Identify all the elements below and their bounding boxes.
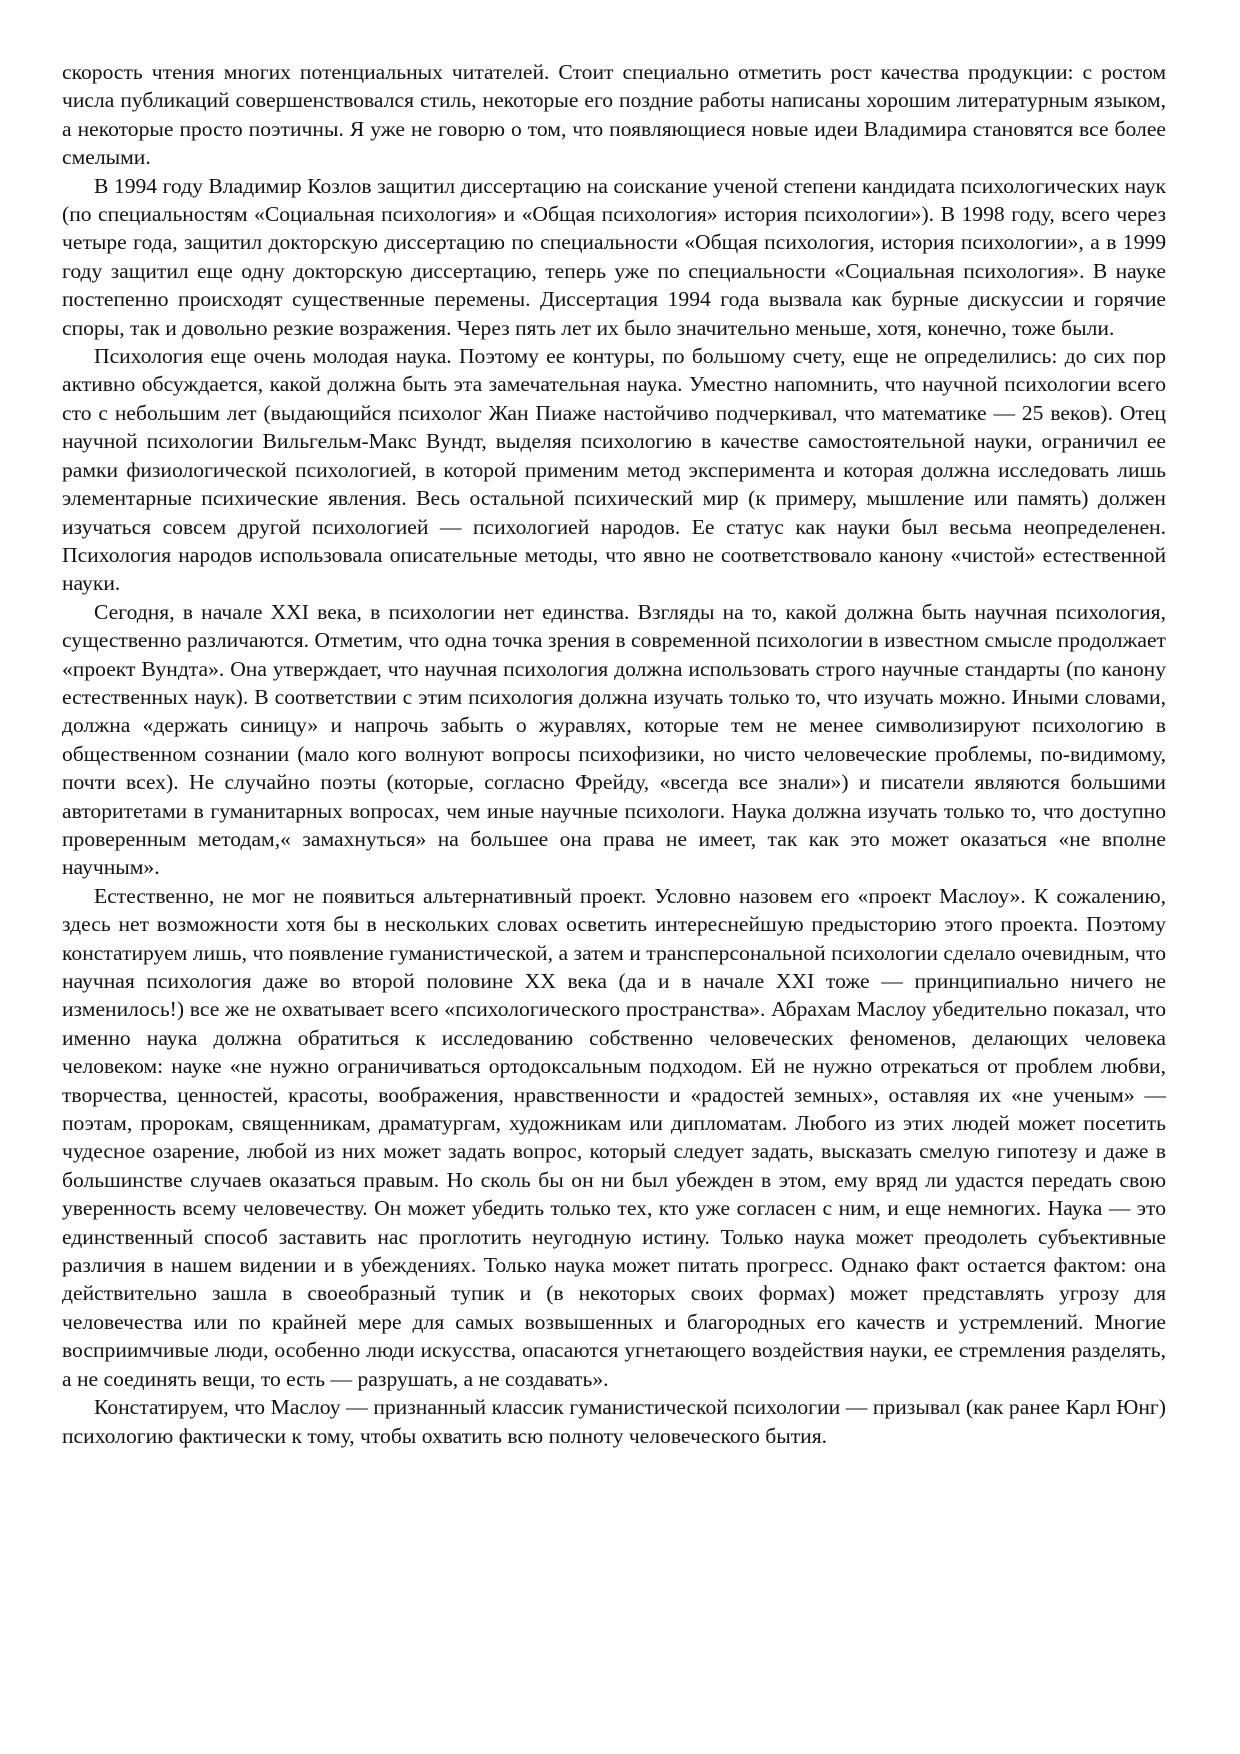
- paragraph-wundt-project: Сегодня, в начале XXI века, в психологии нет единства. Взгляды на то, какой должна быть научная психология, существенно различаются. Отметим, что одна точка зрения в современной психологии в известном смысле продолжает «проект Вундта». Она утверждает, что научная психология должна использовать строго научные стандарты (по канону естественных наук). В соответствии с этим психология должна изучать только то, что изучать можно. Иными словами, должна «держать синицу» и напрочь забыть о журавлях, которые тем не менее символизируют психологию в общественном сознании (мало кого волнуют вопросы психофизики, но чисто человеческие проблемы, по-видимому, почти всех). Не случайно поэты (которые, согласно Фрейду, «всегда все знали») и писатели являются большими авторитетами в гуманитарных вопросах, чем иные научные психологи. Наука должна изучать только то, что доступно проверенным методам,« замахнуться» на большее она права не имеет, так как это может оказаться «не вполне научным».: [62, 599, 1166, 880]
- paragraph-young-science: Психология еще очень молодая наука. Поэтому ее контуры, по большому счету, еще не определились: до сих пор активно обсуждается, какой должна быть эта замечательная наука. Уместно напомнить, что научной психологии всего сто с небольшим лет (выдающийся психолог Жан Пиаже настойчиво подчеркивал, что математике — 25 веков). Отец научной психологии Вильгельм-Макс Вундт, выделяя психологию в качестве самостоятельной науки, ограничил ее рамки физиологической психологией, в которой применим метод эксперимента и которая должна исследовать лишь элементарные психические явления. Весь остальной психический мир (к примеру, мышление или память) должен изучаться совсем другой психологией — психологией народов. Ее статус как науки был весьма неопределенен. Психология народов использовала описательные методы, что явно не соответствовало канону «чистой» естественной науки.: [62, 344, 1166, 596]
- document-page: [62, 58, 1166, 1450]
- paragraph-dissertation-history: В 1994 году Владимир Козлов защитил диссертацию на соискание ученой степени кандидата психологических наук (по специальностям «Социальная психология» и «Общая психология» история психологии»). В 1998 году, всего через четыре года, защитил докторскую диссертацию по специальности «Общая психология, история психологии», а в 1999 году защитил еще одну докторскую диссертацию, теперь уже по специальности «Социальная психология». В науке постепенно происходят существенные перемены. Диссертация 1994 года вызвала как бурные дискуссии и горячие споры, так и довольно резкие возражения. Через пять лет их было значительно меньше, хотя, конечно, тоже были.: [62, 173, 1166, 340]
- paragraph-maslow-project: Естественно, не мог не появиться альтернативный проект. Условно назовем его «проект Маслоу». К сожалению, здесь нет возможности хотя бы в нескольких словах осветить интереснейшую предысторию этого проекта. Поэтому констатируем лишь, что появление гуманистической, а затем и трансперсональной психологии сделало очевидным, что научная психология даже во второй половине XX века (да и в начале XXI тоже — принципиально ничего не изменилось!) все же не охватывает всего «психологического пространства». Абрахам Маслоу убедительно показал, что именно наука должна обратиться к исследованию собственно человеческих феноменов, делающих человека человеком: науке «не нужно ограничиваться ортодоксальным подходом. Ей не нужно отрекаться от проблем любви, творчества, ценностей, красоты, воображения, нравственности и «радостей земных», оставляя их «не ученым» — поэтам, пророкам, священникам, драматургам, художникам или дипломатам. Любого из этих людей может посетить чудесное озарение, любой из них может задать вопрос, который следует задать, высказать смелую гипотезу и даже в большинстве случаев оказаться правым. Но сколь бы он ни был убежден в этом, ему вряд ли удастся передать свою уверенность всему человечеству. Он может убедить только тех, кто уже согласен с ним, и еще немногих. Наука — это единственный способ заставить нас проглотить неугодную истину. Только наука может преодолеть субъективные различия в нашем видении и в убеждениях. Только наука может питать прогресс. Однако факт остается фактом: она действительно зашла в своеобразный тупик и (в некоторых своих формах) может представлять угрозу для человечества или по крайней мере для самых возвышенных и благородных его качеств и устремлений. Многие восприимчивые люди, особенно люди искусства, опасаются угнетающего воздействия науки, ее стремления разделять, а не соединять вещи, то есть — разрушать, а не создавать».: [62, 883, 1166, 1391]
- paragraph-continued-reading-speed: скорость чтения многих потенциальных читателей. Стоит специально отметить рост качества продукции: с ростом числа публикаций совершенствовался стиль, некоторые его поздние работы написаны хорошим литературным языком, а некоторые просто поэтичны. Я уже не говорю о том, что появляющиеся новые идеи Владимира становятся все более смелыми.: [62, 60, 1166, 170]
- paragraph-maslow-conclusion: Констатируем, что Маслоу — признанный классик гуманистической психологии — призывал (как ранее Карл Юнг) психологию фактически к тому, чтобы охватить всю полноту человеческого бытия.: [62, 1395, 1166, 1448]
